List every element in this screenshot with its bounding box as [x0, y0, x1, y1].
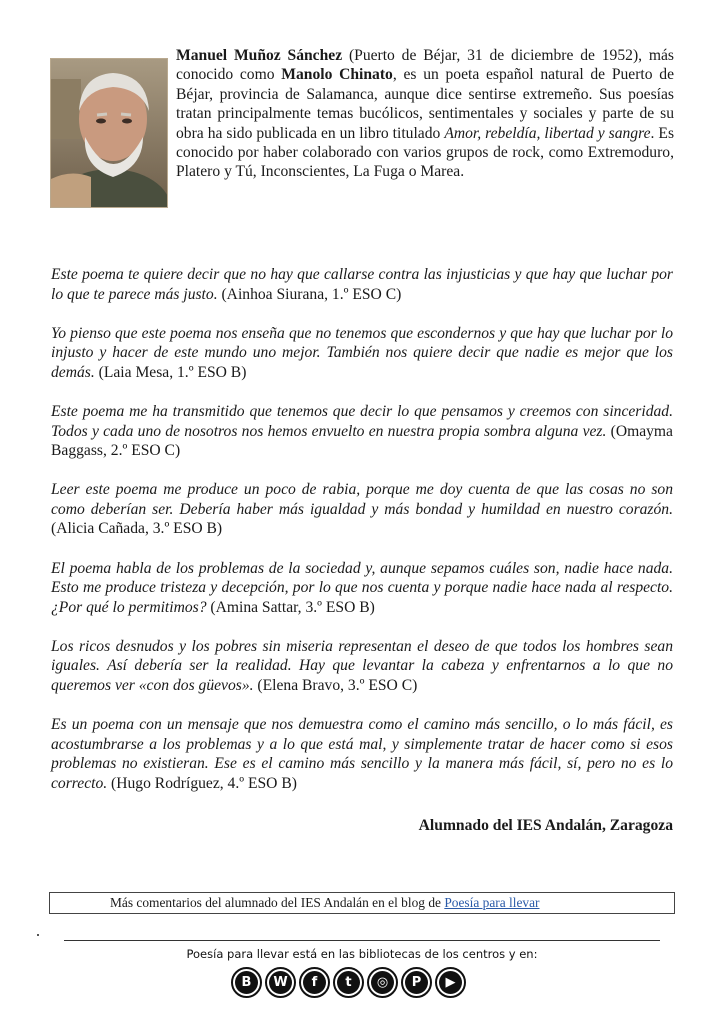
bio-text-2: , es un poeta español natural de Puerto de Béjar, provincia de Salamanca, aunque dice sentirse extremeño. Sus poesías tratan principalmente temas bucólicos, sentimentales y sociales y parte de su obra ha sido publicada en un libro titulado — [176, 66, 674, 142]
comment — [51, 480, 673, 539]
facebook-glyph: f — [303, 971, 326, 994]
facebook-icon[interactable] — [299, 967, 330, 998]
comment — [51, 559, 673, 618]
wordpress-icon[interactable] — [265, 967, 296, 998]
comment-quote: Yo pienso que este poema nos enseña que no tenemos que escondernos y que hay que luchar por lo injusto y hacer de este mundo uno mejor. También nos quiere decir que nadie es mejor que los demás. — [51, 324, 673, 381]
comment-quote: Leer este poema me produce un poco de rabia, porque me doy cuenta de que las cosas no son como deberían ser. Debería haber más igualdad y más bondad y humildad en nuestro corazón. — [51, 481, 673, 518]
stray-dot — [37, 934, 39, 936]
wordpress-glyph: W — [269, 971, 292, 994]
comment-quote: Este poema me ha transmitido que tenemos que decir lo que pensamos y creemos con sinceridad. Todos y cada uno de nosotros nos hemos envuelto en nuestra propia sombra alguna vez. — [51, 402, 673, 440]
comment — [51, 715, 673, 793]
youtube-glyph: ▶ — [439, 971, 462, 994]
instagram-glyph: ◎ — [371, 971, 394, 994]
more-comments-label: Más comentarios del alumnado del IES Andalán en el blog de — [110, 895, 445, 910]
footer-text: Poesía para llevar está en las bibliotecas de los centros y en: — [186, 947, 538, 961]
comment — [51, 324, 673, 383]
author-name: Manuel Muñoz Sánchez — [176, 47, 343, 64]
comment-author: (Hugo Rodríguez, 4.º ESO B) — [107, 774, 297, 792]
footer-divider — [64, 940, 660, 941]
comment-author: (Alicia Cañada, 3.º ESO B) — [51, 520, 223, 538]
more-comments-text — [110, 893, 540, 913]
student-comments — [51, 265, 673, 813]
comment — [51, 637, 673, 696]
comment-quote: El poema habla de los problemas de la sociedad y, aunque sepamos cuáles son, nadie hace nada. Esto me produce tristeza y decepción, por lo que nos cuenta y porque nadie hace nada al respecto. ¿Por qué lo permitimos? — [51, 559, 673, 616]
social-icons — [231, 967, 466, 998]
bio-paragraph — [176, 46, 674, 182]
bio-text-1: (Puerto de Béjar, 31 de diciembre de 1952), más conocido como — [176, 47, 674, 84]
twitter-glyph: t — [337, 971, 360, 994]
comment-author: (Omayma Baggass, 2.º ESO C) — [51, 422, 673, 460]
author-alias: Manolo Chinato — [281, 66, 393, 84]
blogger-glyph: B — [235, 971, 258, 994]
comment-quote: Los ricos desnudos y los pobres sin miseria representan el deseo de que todos los hombres sean iguales. Así debería ser la realidad. Hay que levantar la cabeza y enfrentarnos a lo que no queremos ver «con dos güevos». — [51, 637, 673, 694]
twitter-icon[interactable] — [333, 967, 364, 998]
blogger-icon[interactable] — [231, 967, 262, 998]
comment-author: (Elena Bravo, 3.º ESO C) — [253, 677, 418, 694]
comment-author: (Ainhoa Siurana, 1.º ESO C) — [217, 285, 402, 303]
bio-text-3: . Es conocido por haber colaborado con varios grupos de rock, como Extremoduro, Platero y Tú, Inconscientes, La Fuga o Marea. — [176, 124, 675, 181]
more-comments-box — [49, 892, 675, 914]
youtube-icon[interactable] — [435, 967, 466, 998]
comment — [51, 402, 673, 461]
book-title: Amor, rebeldía, libertad y sangre — [444, 124, 651, 142]
pinterest-icon[interactable] — [401, 967, 432, 998]
comment-author: (Amina Sattar, 3.º ESO B) — [206, 598, 375, 616]
pinterest-glyph: P — [405, 971, 428, 994]
comment-quote: Es un poema con un mensaje que nos demuestra como el camino más sencillo, o lo más fácil, es acostumbrarse a los problemas y a lo que está mal, y simplemente tratar de hacer como si esos problemas no existieran. Ese es el camino más sencillo y la manera más fácil, sí, pero no es lo correcto. — [51, 716, 673, 792]
comment-quote: Este poema te quiere decir que no hay que callarse contra las injusticias y que hay que luchar por lo que te parece más justo. — [51, 266, 673, 303]
instagram-icon[interactable] — [367, 967, 398, 998]
comment-author: (Laia Mesa, 1.º ESO B) — [94, 363, 247, 381]
author-portrait — [50, 58, 168, 208]
signature: Alumnado del IES Andalán, Zaragoza — [418, 817, 673, 834]
blog-link[interactable]: Poesía para llevar — [444, 895, 540, 910]
comment — [51, 265, 673, 304]
